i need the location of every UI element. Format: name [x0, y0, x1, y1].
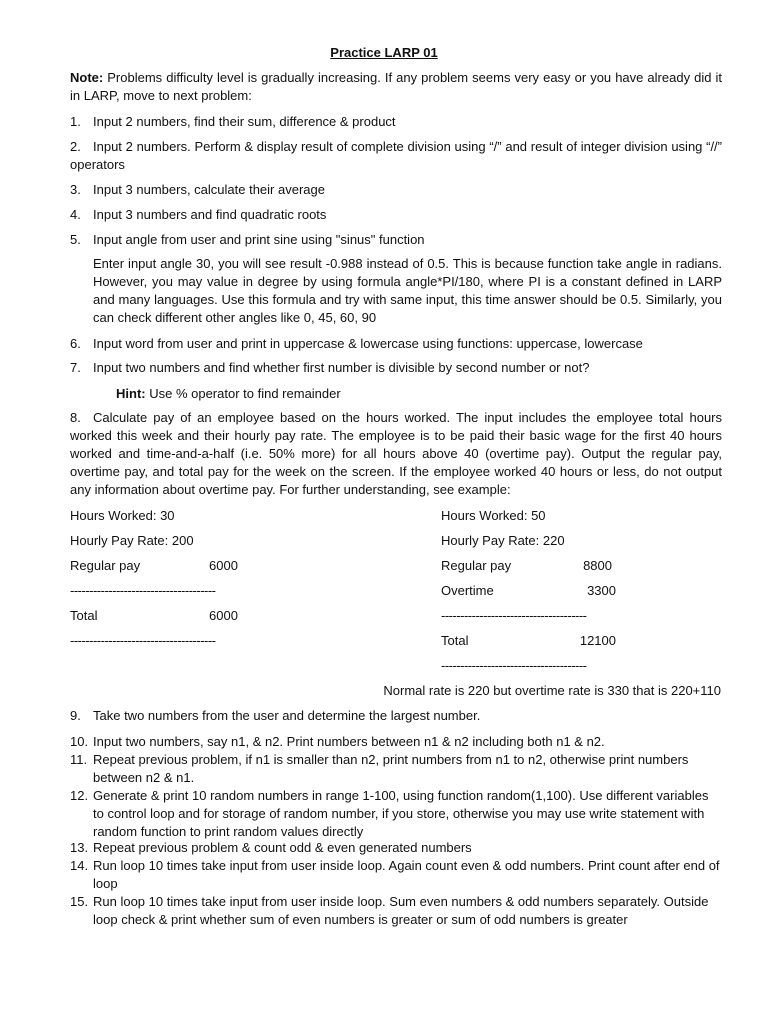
hourly-rate: Hourly Pay Rate: 220 [441, 533, 565, 548]
problem-text: Run loop 10 times take input from user inside loop. Again count even & odd numbers. Print count after end of loop [93, 858, 720, 891]
divider: -------------------------------------- [441, 608, 587, 623]
hint-label: Hint: [116, 386, 146, 401]
regular-pay-value: 8800 [583, 558, 612, 573]
overtime-value: 3300 [587, 583, 616, 598]
problem-text: Take two numbers from the user and determine the largest number. [93, 708, 481, 723]
total-value: 6000 [209, 608, 238, 623]
problem-number: 6. [70, 336, 81, 351]
problem-number: 2. [70, 139, 81, 154]
problem-number: 8. [70, 410, 81, 425]
problem-number: 13. [70, 840, 89, 855]
problem-text: Repeat previous problem & count odd & even generated numbers [93, 840, 472, 855]
problem-text: Input angle from user and print sine using "sinus" function [93, 232, 425, 247]
problem-text: Input 3 numbers, calculate their average [93, 182, 325, 197]
problem-number: 3. [70, 182, 81, 197]
problem-text: Calculate pay of an employee based on the hours worked. The input includes the employee total hours worked this week and their hourly pay rate. The employee is to be paid their basic wage for the first 40 hours worked and time-and-a-half (i.e. 50% more) for all hours above 40 (overtime pay). Output the regular pay, overtime pay, and total pay for the week on the screen. If the employee worked 40 hours or less, do not output any information about overtime pay. For further understanding, see example: [70, 410, 722, 497]
problem-text: Input word from user and print in uppercase & lowercase using functions: uppercase, lowercase [93, 336, 643, 351]
problem-number: 7. [70, 360, 81, 375]
total-label: Total [70, 608, 98, 623]
problem-text: Input 3 numbers and find quadratic roots [93, 207, 327, 222]
problem-text: Run loop 10 times take input from user inside loop. Sum even numbers & odd numbers separately. Outside loop check & print whether sum of even numbers is greater or sum of odd numbers is greater [93, 894, 709, 927]
problem-text: Input 2 numbers, find their sum, difference & product [93, 114, 396, 129]
problem-text: Repeat previous problem, if n1 is smaller than n2, print numbers from n1 to n2, otherwise print numbers between n2 & n1. [93, 752, 689, 785]
problem-number: 10. [70, 734, 89, 749]
hint-text: Use % operator to find remainder [145, 386, 341, 401]
problem-text: Input two numbers and find whether first number is divisible by second number or not? [93, 360, 590, 375]
page-title: Practice LARP 01 [330, 45, 438, 60]
regular-pay-label: Regular pay [70, 558, 141, 573]
note-text: Problems difficulty level is gradually increasing. If any problem seems very easy or you have already did it in LARP, move to next problem: [70, 70, 722, 103]
problem-text: Input 2 numbers. Perform & display result of complete division using “/” and result of integer division using “//” operators [70, 139, 722, 172]
hourly-rate: Hourly Pay Rate: 200 [70, 533, 194, 548]
problem-number: 11. [70, 752, 88, 767]
problem-number: 9. [70, 708, 81, 723]
total-value: 12100 [579, 633, 616, 648]
problem-number: 12. [70, 788, 89, 803]
example-footnote: Normal rate is 220 but overtime rate is 330 that is 220+110 [383, 683, 721, 698]
problem-number: 14. [70, 858, 89, 873]
regular-pay-value: 6000 [209, 558, 238, 573]
problem-number: 4. [70, 207, 81, 222]
problem-number: 15. [70, 894, 89, 909]
regular-pay-label: Regular pay [441, 558, 512, 573]
overtime-label: Overtime [441, 583, 494, 598]
divider: -------------------------------------- [441, 658, 587, 673]
problem-text: Input two numbers, say n1, & n2. Print numbers between n1 & n2 including both n1 & n2. [93, 734, 605, 749]
hours-worked: Hours Worked: 30 [70, 508, 175, 523]
problem-number: 5. [70, 232, 81, 247]
hint-line [116, 385, 341, 403]
problem-number: 1. [70, 114, 81, 129]
hours-worked: Hours Worked: 50 [441, 508, 546, 523]
divider: -------------------------------------- [70, 583, 216, 598]
problem-5-explanation: Enter input angle 30, you will see result -0.988 instead of 0.5. This is because function take angle in radians. However, you may value in degree by using formula angle*PI/180, where PI is a constant defined in LARP and many languages. Use this formula and try with same input, this time answer should be 0.5. Similarly, you can check different other angles like 0, 45, 60, 90 [93, 256, 722, 325]
divider: -------------------------------------- [70, 633, 216, 648]
problem-text: Generate & print 10 random numbers in range 1-100, using function random(1,100). Use different variables to control loop and for storage of random number, if you store, otherwise you may use write statement with random function to print random values directly [93, 788, 709, 839]
note-paragraph [70, 69, 722, 105]
note-label: Note: [70, 70, 104, 85]
total-label: Total [441, 633, 469, 648]
